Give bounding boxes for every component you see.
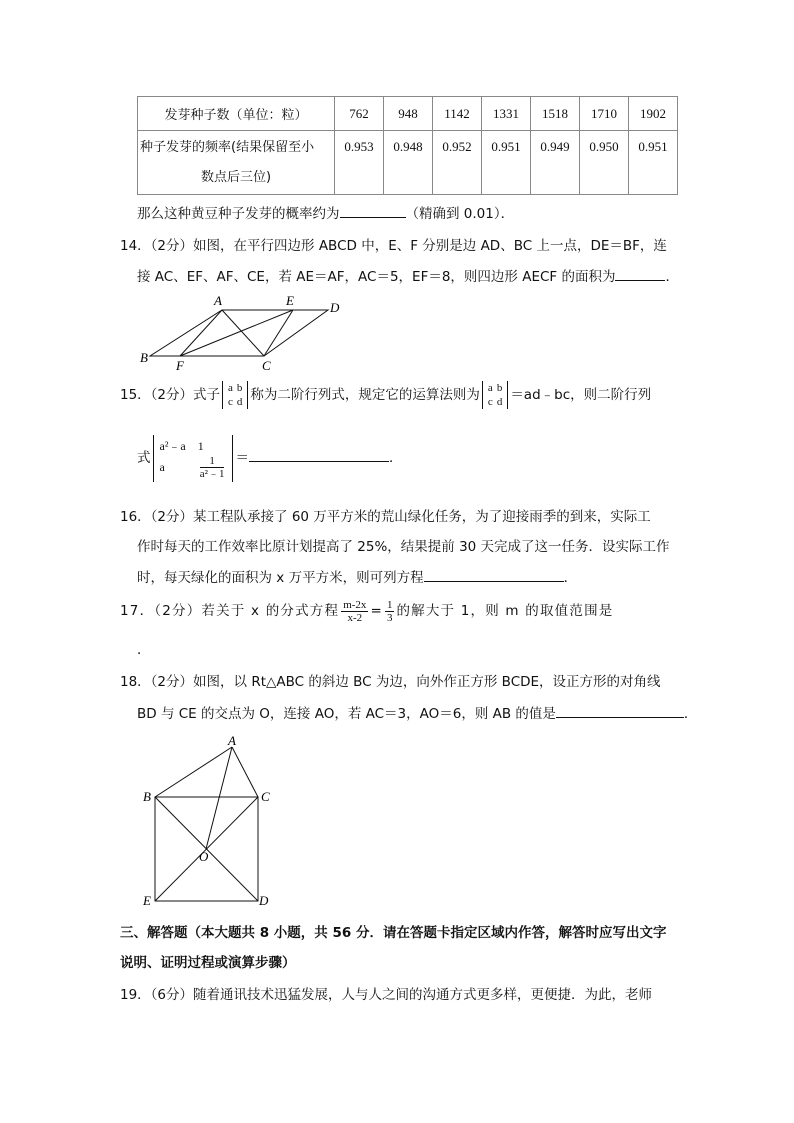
row2-label-line2: 数点后三位) bbox=[200, 169, 272, 185]
question-number: 15．（2分） bbox=[120, 387, 194, 403]
question-number: 19．（6分） bbox=[120, 987, 194, 1003]
equals-sign: = bbox=[370, 603, 383, 619]
q15-line1 bbox=[120, 381, 651, 409]
det-c: c bbox=[228, 396, 233, 408]
determinant-rule bbox=[482, 381, 508, 409]
frac-den: a²﹣1 bbox=[199, 467, 225, 480]
fraction-lhs bbox=[341, 599, 368, 624]
q14-end: ． bbox=[665, 269, 679, 285]
table-cell: 1142 bbox=[433, 97, 482, 131]
det-b: b bbox=[496, 382, 503, 394]
fraction-rhs bbox=[385, 599, 395, 624]
q16-line2: 作时每天的工作效率比原计划提高了 25%，结果提前 30 天完成了这一任务．设实际工作 bbox=[137, 539, 670, 555]
q18-line1 bbox=[120, 672, 661, 692]
segment-ab bbox=[155, 747, 232, 797]
q15-text: 式子 bbox=[193, 387, 221, 403]
frac-num: 1 bbox=[386, 598, 393, 611]
section3-heading-line2: 说明、证明过程或演算步骤） bbox=[120, 955, 296, 971]
q15-text2: 称为二阶行列式，规定它的运算法则为 bbox=[250, 387, 480, 403]
determinant-symbol bbox=[222, 381, 248, 409]
frac-den: x-2 bbox=[347, 611, 363, 624]
fraction bbox=[200, 455, 225, 480]
question-number: 17．（2分） bbox=[120, 603, 202, 619]
q18-line2 bbox=[137, 703, 697, 724]
q17-text1: 若关于 x 的分式方程 bbox=[201, 603, 340, 619]
det-d: d bbox=[496, 396, 503, 408]
label-e: E bbox=[143, 893, 151, 908]
q18-text1: 如图，以 Rt△ABC 的斜边 BC 为边，向外作正方形 BCDE，设正方形的对角线 bbox=[193, 674, 661, 690]
q15-end: ． bbox=[388, 450, 403, 466]
det-a: a bbox=[487, 382, 493, 394]
parallelogram-abcd bbox=[150, 310, 328, 356]
segment-ac bbox=[222, 310, 264, 356]
label-b: B bbox=[143, 789, 151, 804]
q14-text: 如图，在平行四边形 ABCD 中，E、F 分别是边 AD、BC 上一点，DE＝BF，连 bbox=[193, 238, 667, 254]
det2-a21: a bbox=[159, 460, 165, 474]
label-o: O bbox=[199, 849, 209, 864]
q15-line2 bbox=[137, 428, 402, 488]
label-a: A bbox=[228, 735, 236, 748]
det2-a12: 1 bbox=[197, 438, 204, 453]
table-cell: 1902 bbox=[629, 97, 678, 131]
q18-end: ． bbox=[683, 706, 698, 722]
row2-label bbox=[138, 131, 335, 195]
label-e: E bbox=[286, 293, 294, 308]
frac-num: 1 bbox=[200, 455, 225, 468]
table-cell: 0.952 bbox=[433, 131, 482, 195]
q17-line1 bbox=[120, 598, 613, 624]
segment-ac bbox=[232, 747, 258, 797]
table-cell: 1518 bbox=[531, 97, 580, 131]
label-f: F bbox=[176, 358, 184, 373]
question-number: 16．（2分） bbox=[120, 509, 194, 525]
q14-line2 bbox=[137, 266, 679, 287]
label-b: B bbox=[140, 350, 148, 365]
q16-end: ． bbox=[563, 570, 578, 586]
table-cell: 1710 bbox=[580, 97, 629, 131]
label-a: A bbox=[214, 293, 222, 308]
answer-blank bbox=[424, 567, 564, 582]
q17-line2: ． bbox=[137, 642, 151, 658]
q14-line1 bbox=[120, 236, 667, 256]
row2-label-line1: 种子发芽的频率(结果保留至小 bbox=[140, 139, 315, 155]
table-cell: 0.948 bbox=[384, 131, 433, 195]
q18-square-figure bbox=[135, 735, 285, 910]
answer-blank bbox=[615, 266, 665, 281]
segment-ce bbox=[264, 310, 293, 356]
frac-den: 3 bbox=[386, 611, 393, 624]
det2-a11: a²﹣a bbox=[159, 438, 186, 453]
q18-text2: BD 与 CE 的交点为 O，连接 AO，若 AC＝3，AO＝6，则 AB 的值是 bbox=[137, 706, 556, 722]
q15-eq: ＝ bbox=[235, 450, 249, 466]
q16-line1 bbox=[120, 507, 651, 527]
label-d: D bbox=[259, 893, 269, 908]
q13-text: 那么这种黄豆种子发芽的概率约为 bbox=[137, 206, 340, 222]
label-d: D bbox=[330, 300, 340, 315]
q15-text3: ＝ad﹣bc，则二阶行列 bbox=[510, 387, 652, 403]
det-c: c bbox=[487, 396, 493, 408]
row1-label: 发芽种子数（单位：粒） bbox=[138, 97, 335, 131]
det-a: a bbox=[228, 382, 233, 394]
q14-text2: 接 AC、EF、AF、CE，若 AE＝AF，AC＝5，EF＝8，则四边形 AECF 的面积为 bbox=[137, 269, 616, 285]
germination-table bbox=[137, 96, 678, 195]
determinant-question bbox=[153, 435, 234, 482]
frac-num: m-2x bbox=[343, 598, 367, 611]
table-cell: 0.950 bbox=[580, 131, 629, 195]
question-number: 14．（2分） bbox=[120, 238, 194, 254]
question-number: 18．（2分） bbox=[120, 674, 194, 690]
q17-text2: 的解大于 1，则 m 的取值范围是 bbox=[396, 603, 614, 619]
table-cell: 1331 bbox=[482, 97, 531, 131]
q15-text4: 式 bbox=[137, 450, 151, 466]
answer-blank bbox=[556, 703, 684, 718]
section3-heading-line1: 三、解答题（本大题共 8 小题，共 56 分．请在答题卡指定区域内作答，解答时应写出文字 bbox=[120, 925, 667, 941]
table-cell: 0.953 bbox=[335, 131, 384, 195]
q16-text1: 某工程队承接了 60 万平方米的荒山绿化任务，为了迎接雨季的到来，实际工 bbox=[193, 509, 651, 525]
q19-text1: 随着通讯技术迅猛发展，人与人之间的沟通方式更多样，更便捷．为此，老师 bbox=[193, 987, 653, 1003]
q13-text-after: （精确到 0.01）． bbox=[405, 206, 515, 222]
label-c: C bbox=[261, 789, 270, 804]
q19-line1 bbox=[120, 985, 652, 1005]
table-cell: 0.951 bbox=[629, 131, 678, 195]
q13-tail bbox=[137, 203, 514, 224]
table-cell: 948 bbox=[384, 97, 433, 131]
det-b: b bbox=[236, 382, 243, 394]
table-cell: 762 bbox=[335, 97, 384, 131]
table-cell: 0.949 bbox=[531, 131, 580, 195]
segment-ao bbox=[206, 747, 232, 849]
segment-ef bbox=[180, 310, 293, 356]
q16-line3 bbox=[137, 567, 577, 588]
answer-blank bbox=[340, 203, 406, 218]
label-c: C bbox=[262, 358, 271, 373]
q16-text3: 时，每天绿化的面积为 x 万平方米，则可列方程 bbox=[137, 570, 424, 586]
answer-blank bbox=[249, 447, 389, 462]
q14-parallelogram-figure bbox=[130, 290, 360, 375]
det-d: d bbox=[236, 396, 243, 408]
table-cell: 0.951 bbox=[482, 131, 531, 195]
